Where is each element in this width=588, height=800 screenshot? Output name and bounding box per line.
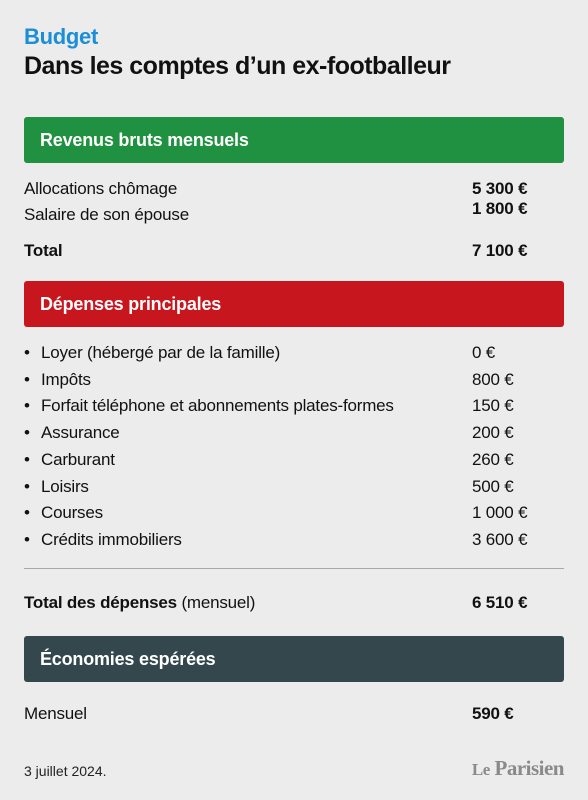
economies-label: Mensuel <box>24 704 87 723</box>
depense-label: Forfait téléphone et abonnements plates-formes <box>41 396 394 415</box>
depense-row <box>24 530 564 554</box>
depense-label: Carburant <box>41 450 115 469</box>
divider <box>24 568 564 569</box>
depense-value: 260 € <box>472 450 514 469</box>
revenu-value: 5 300 € <box>472 179 528 198</box>
bullet-icon: • <box>24 343 30 362</box>
depense-row <box>24 450 564 474</box>
depense-value: 3 600 € <box>472 530 528 549</box>
economies-row <box>24 704 564 728</box>
economies-heading: Économies espérées <box>24 636 564 682</box>
depense-row <box>24 343 564 367</box>
depenses-total-row <box>24 593 564 617</box>
depense-value: 800 € <box>472 370 514 389</box>
bullet-icon: • <box>24 477 30 496</box>
depense-row <box>24 503 564 527</box>
revenu-row <box>24 199 564 228</box>
bullet-icon: • <box>24 423 30 442</box>
depense-label: Impôts <box>41 370 91 389</box>
bullet-icon: • <box>24 503 30 522</box>
publication-date: 3 juillet 2024. <box>24 763 107 779</box>
depense-row <box>24 477 564 501</box>
depenses-total-label: Total des dépenses (mensuel) <box>24 593 256 612</box>
revenus-total-row <box>24 241 564 265</box>
depense-value: 500 € <box>472 477 514 496</box>
depense-row <box>24 396 564 420</box>
depense-value: 0 € <box>472 343 496 362</box>
bullet-icon: • <box>24 396 30 415</box>
bullet-icon: • <box>24 450 30 469</box>
depenses-heading: Dépenses principales <box>24 281 564 327</box>
depenses-total-value: 6 510 € <box>472 593 528 612</box>
revenu-value: 1 800 € <box>472 199 528 218</box>
revenu-label: Allocations chômage <box>24 179 178 198</box>
economies-value: 590 € <box>472 704 514 723</box>
depense-label: Loisirs <box>41 477 89 496</box>
page-title: Dans les comptes d’un ex-footballeur <box>24 52 451 80</box>
depense-label: Loyer (hébergé par de la famille) <box>41 343 281 362</box>
depense-value: 150 € <box>472 396 514 415</box>
le-parisien-logo: Le Parisien <box>471 756 564 780</box>
depense-label: Courses <box>41 503 103 522</box>
revenus-total-label: Total <box>24 241 63 260</box>
bullet-icon: • <box>24 370 30 389</box>
revenu-label: Salaire de son épouse <box>24 205 189 224</box>
revenus-total-value: 7 100 € <box>472 241 528 260</box>
depense-label: Crédits immobiliers <box>41 530 182 549</box>
revenus-heading: Revenus bruts mensuels <box>24 117 564 163</box>
depense-value: 200 € <box>472 423 514 442</box>
depense-value: 1 000 € <box>472 503 528 522</box>
kicker: Budget <box>24 24 98 49</box>
depense-row <box>24 370 564 394</box>
bullet-icon: • <box>24 530 30 549</box>
depense-row <box>24 423 564 447</box>
depense-label: Assurance <box>41 423 120 442</box>
